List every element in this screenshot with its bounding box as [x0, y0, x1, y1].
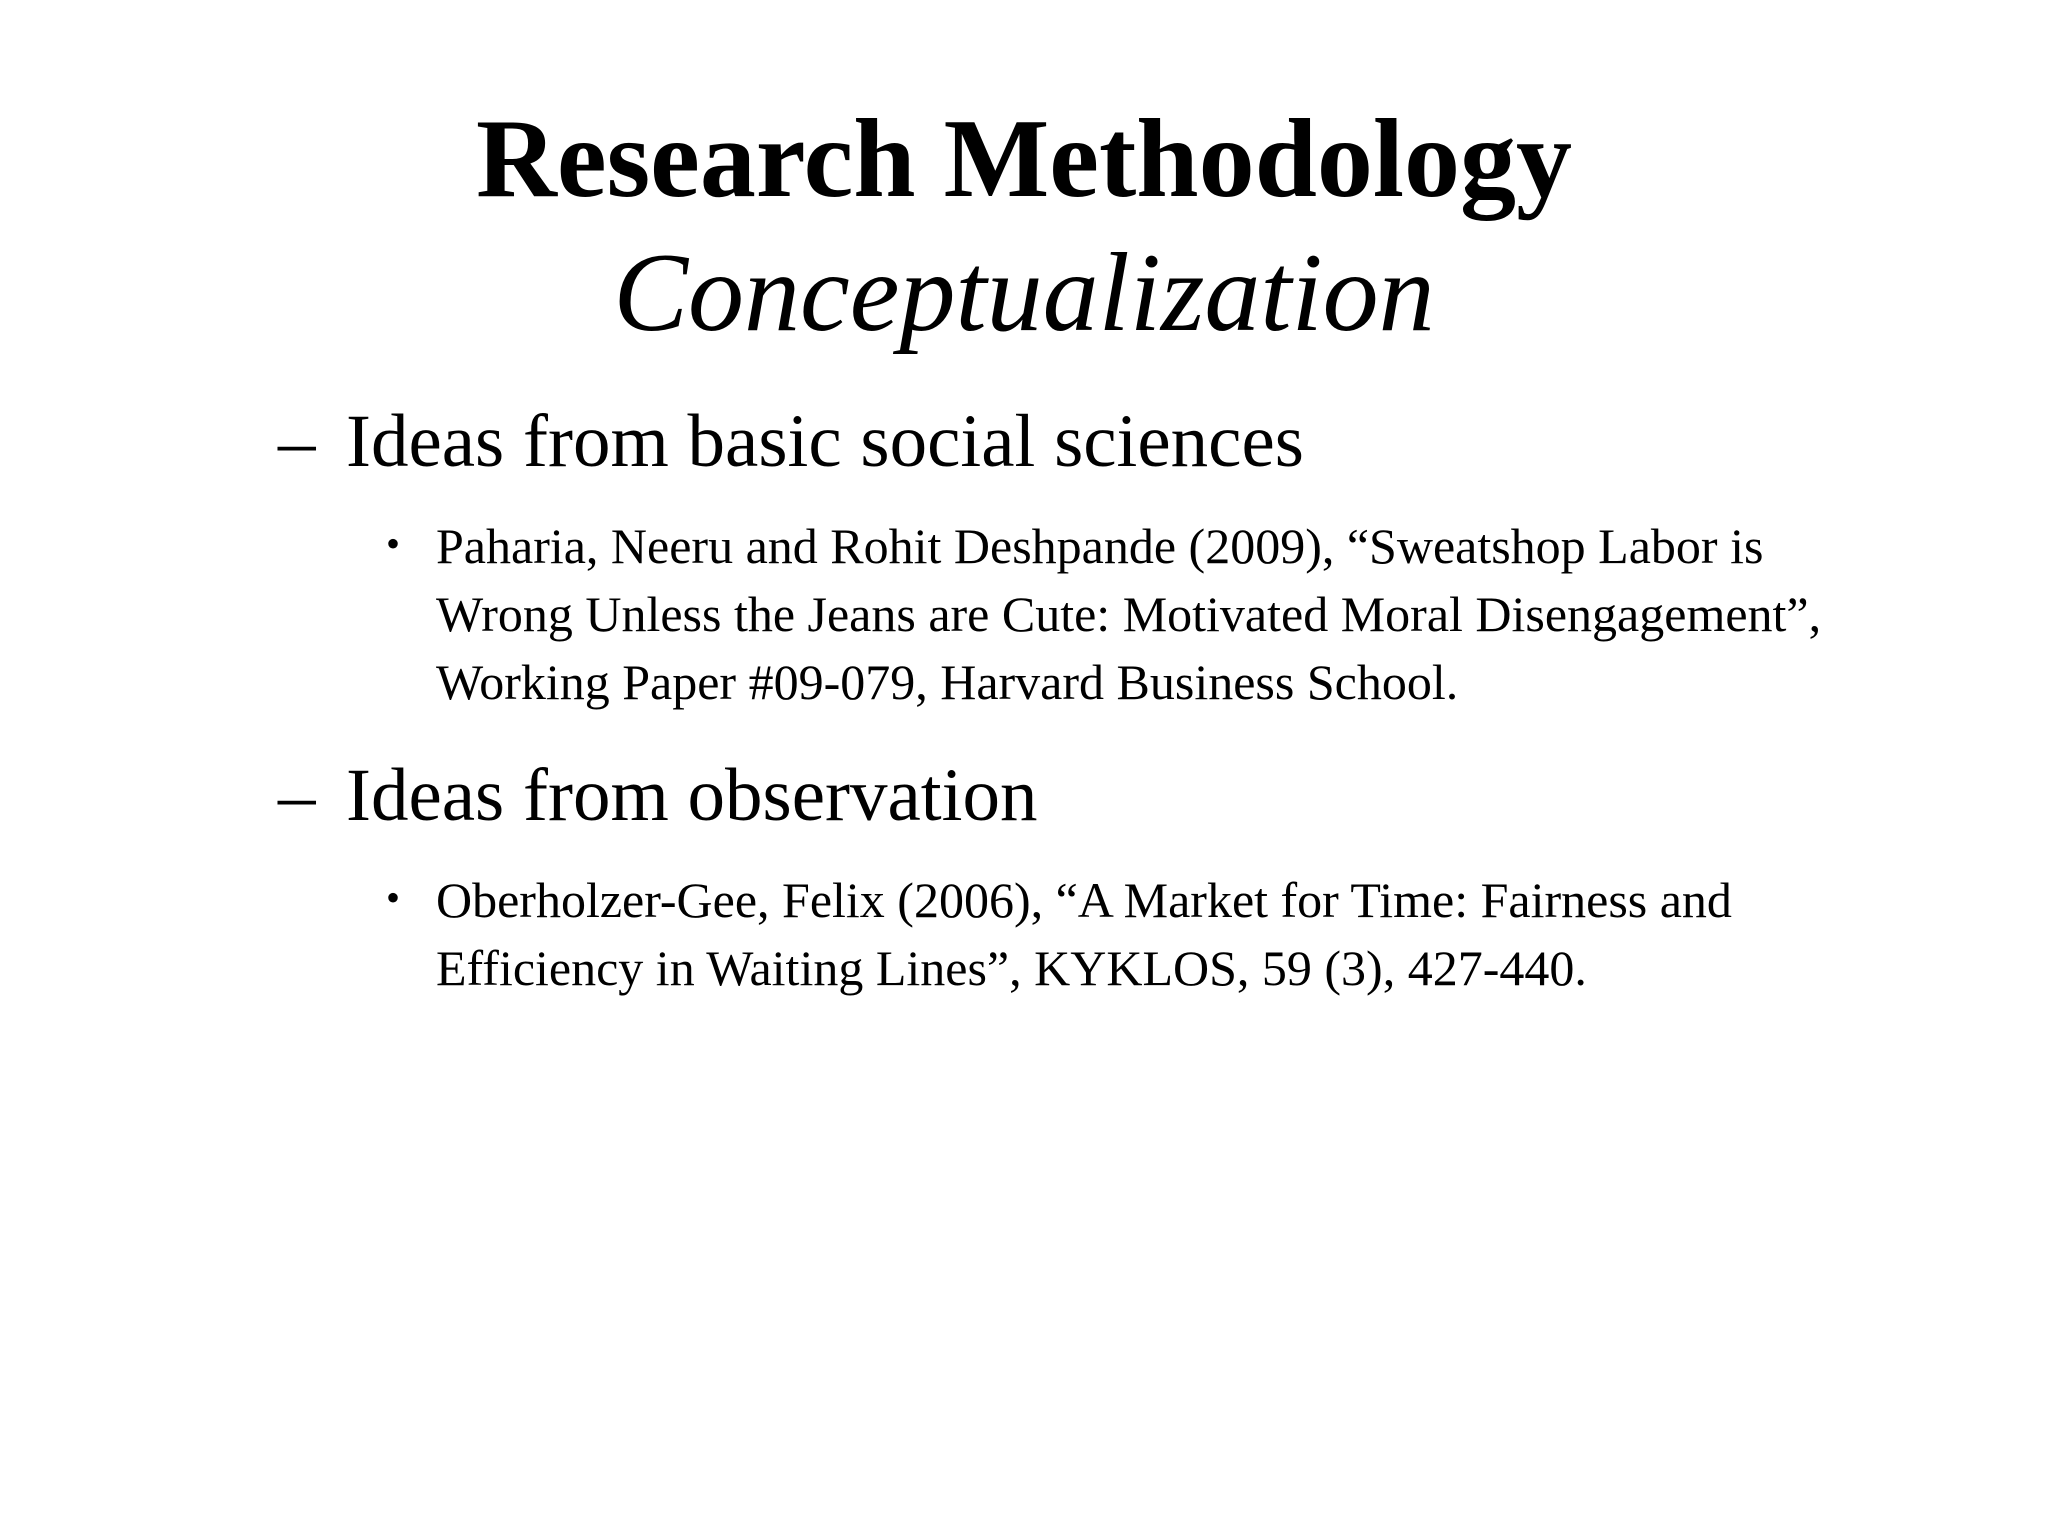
section-observation [278, 750, 1898, 1002]
reference-text: Paharia, Neeru and Rohit Deshpande (2009), “Sweatshop Labor is Wrong Unless the Jeans are Cute: Motivated Moral Disengagement”, Working Paper #09-079, Harvard Business School. [436, 518, 1822, 710]
title-block [0, 92, 2048, 360]
reference-text: Oberholzer-Gee, Felix (2006), “A Market for Time: Fairness and Efficiency in Waiting Lines”, KYKLOS, 59 (3), 427-440. [436, 872, 1732, 996]
section-heading [278, 396, 1898, 488]
reference-item [278, 512, 1898, 716]
bullet-marker: • [386, 521, 401, 566]
dash-marker: – [278, 400, 316, 483]
section-heading [278, 750, 1898, 842]
section-basic-social-sciences [278, 396, 1898, 716]
bullet-marker: • [386, 875, 401, 920]
slide-content [278, 396, 1898, 1036]
slide-subtitle: Conceptualization [613, 231, 1435, 355]
reference-item [278, 866, 1898, 1002]
section-heading-text: Ideas from basic social sciences [346, 400, 1304, 483]
slide-title: Research Methodology [476, 97, 1572, 221]
section-heading-text: Ideas from observation [346, 754, 1038, 837]
dash-marker: – [278, 754, 316, 837]
